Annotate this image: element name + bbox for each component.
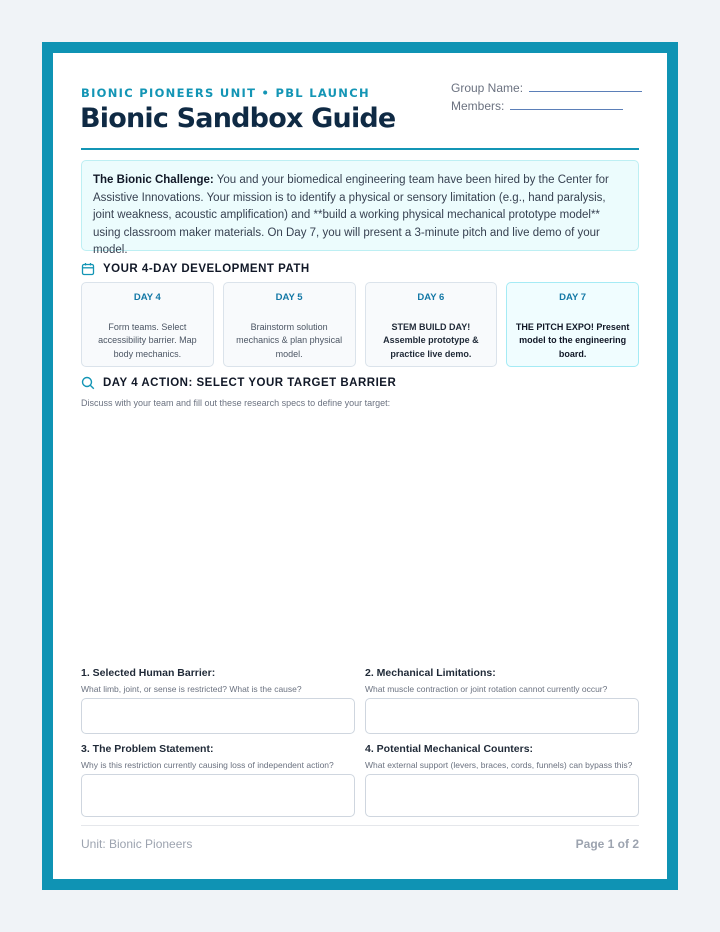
day-card-4 [81, 282, 214, 367]
mechanical-counters-input[interactable] [365, 774, 639, 817]
day-text: STEM BUILD DAY! Assemble prototype & practice live demo. [383, 322, 479, 359]
challenge-lead: The Bionic Challenge: [93, 174, 214, 186]
page-title: Bionic Sandbox Guide [80, 103, 396, 134]
human-barrier-input[interactable] [81, 698, 355, 734]
action-subtitle: Discuss with your team and fill out these research specs to define your target: [81, 398, 391, 408]
day-text: Form teams. Select accessibility barrier. Map body mechanics. [98, 322, 197, 359]
field-mechanical-limitations [365, 667, 639, 734]
path-heading [81, 262, 310, 276]
field-label: 4. Potential Mechanical Counters: [365, 743, 534, 755]
members-label: Members: [451, 99, 505, 113]
search-icon [81, 376, 95, 390]
footer-unit: Unit: Bionic Pioneers [81, 837, 193, 851]
field-label: 2. Mechanical Limitations: [365, 667, 496, 679]
action-heading-text: DAY 4 ACTION: SELECT YOUR TARGET BARRIER [103, 377, 397, 389]
problem-statement-input[interactable] [81, 774, 355, 817]
field-problem-statement [81, 743, 355, 817]
group-name-blank[interactable] [529, 82, 642, 92]
field-hint: What external support (levers, braces, cords, funnels) can bypass this? [365, 760, 633, 770]
field-mechanical-counters [365, 743, 639, 817]
challenge-box [81, 160, 639, 257]
day-card-6 [365, 282, 498, 367]
day-text: Brainstorm solution mechanics & plan physical model. [236, 322, 343, 359]
field-hint: What limb, joint, or sense is restricted? What is the cause? [81, 684, 302, 694]
field-human-barrier [81, 667, 355, 734]
field-hint: Why is this restriction currently causing loss of independent action? [81, 760, 334, 770]
challenge-body: You and your biomedical engineering team have been hired by the Center for Assistive Innovations. Your mission is to identify a physical or sensory limitation (e.g., hand paralysis, joint weakness, acoustic amplification) and **build a working physical mechanical prototype model** using classroom maker materials. On Day 7, you will present a 3-minute pitch and live demo of your model. [93, 174, 609, 257]
group-name-row [451, 81, 642, 95]
day-label: DAY 4 [133, 292, 161, 303]
members-blank[interactable] [510, 100, 623, 110]
footer-divider [81, 825, 639, 826]
day-label: DAY 6 [417, 292, 445, 303]
day-label: DAY 5 [275, 292, 303, 303]
day-label: DAY 7 [559, 292, 587, 303]
worksheet-page [53, 53, 667, 879]
header-divider [81, 148, 639, 150]
day-cards [81, 282, 639, 367]
group-name-label: Group Name: [451, 81, 524, 95]
path-heading-text: YOUR 4-DAY DEVELOPMENT PATH [103, 263, 310, 275]
calendar-icon [81, 262, 95, 276]
footer-page-number: Page 1 of 2 [575, 837, 639, 851]
field-label: 3. The Problem Statement: [81, 743, 214, 755]
members-row [451, 99, 623, 113]
day-card-7 [506, 282, 639, 367]
day-card-5 [223, 282, 356, 367]
day-text: THE PITCH EXPO! Present model to the engineering board. [515, 322, 630, 359]
mechanical-limitations-input[interactable] [365, 698, 639, 734]
field-hint: What muscle contraction or joint rotation cannot currently occur? [365, 684, 608, 694]
unit-eyebrow: BIONIC PIONEERS UNIT • PBL LAUNCH [81, 86, 370, 100]
field-label: 1. Selected Human Barrier: [81, 667, 216, 679]
action-heading [81, 376, 396, 390]
page-frame [42, 42, 678, 890]
